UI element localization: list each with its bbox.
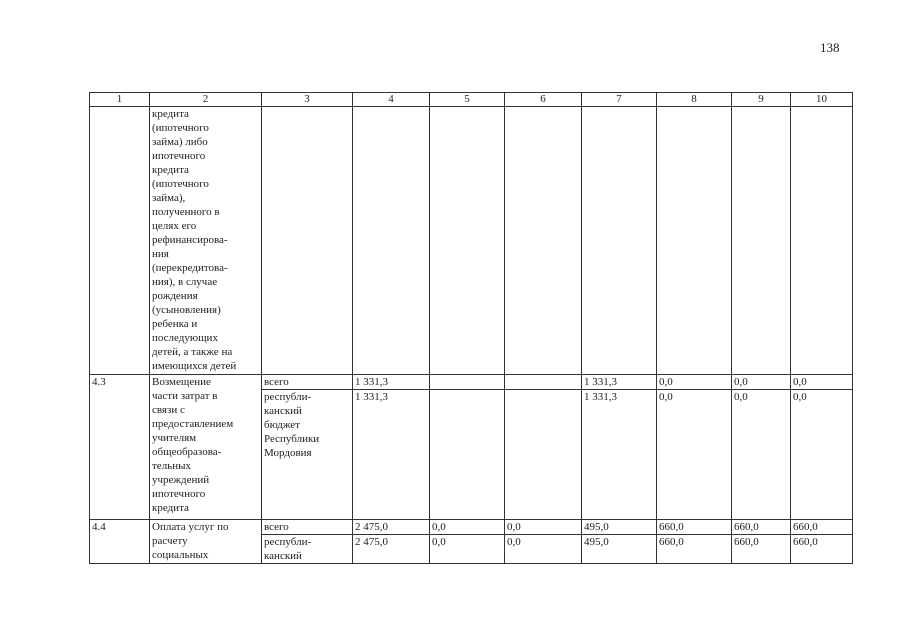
value-cell: 0,0 <box>505 535 582 564</box>
value-cell: 0,0 <box>657 390 732 520</box>
value-cell: 1 331,3 <box>353 375 430 390</box>
col-header-6: 6 <box>505 93 582 107</box>
source-label: республи- канский <box>262 535 353 564</box>
value-cell: 1 331,3 <box>582 375 657 390</box>
value-cell: 495,0 <box>582 535 657 564</box>
table-row <box>90 375 853 390</box>
value-cell: 0,0 <box>430 535 505 564</box>
value-cell <box>505 390 582 520</box>
source-label: всего <box>262 375 353 390</box>
value-cell: 495,0 <box>582 520 657 535</box>
value-cell: 1 331,3 <box>353 390 430 520</box>
measure-name-cell: Возмещение части затрат в связи с предоставлением учителям общеобразова- тельных учреждений ипотечного кредита <box>150 375 262 520</box>
program-table <box>89 92 853 564</box>
col-header-1: 1 <box>90 93 150 107</box>
value-cell: 660,0 <box>732 535 791 564</box>
measure-name-cell: кредита (ипотечного займа) либо ипотечного кредита (ипотечного займа), полученного в целях его рефинансирова- ния (перекредитова- ния), в случае рождения (усыновления) ребенка и последующих детей, а также на имеющихся детей <box>150 107 262 375</box>
value-cell <box>430 390 505 520</box>
col-header-5: 5 <box>430 93 505 107</box>
col-header-8: 8 <box>657 93 732 107</box>
cell-number <box>90 107 150 375</box>
value-cell: 660,0 <box>791 535 853 564</box>
value-cell: 2 475,0 <box>353 520 430 535</box>
col-header-9: 9 <box>732 93 791 107</box>
source-label: всего <box>262 520 353 535</box>
value-cell: 0,0 <box>791 390 853 520</box>
cell <box>353 107 430 375</box>
cell <box>791 107 853 375</box>
cell <box>582 107 657 375</box>
value-cell <box>430 375 505 390</box>
table-row <box>90 520 853 535</box>
value-cell: 0,0 <box>791 375 853 390</box>
value-cell: 0,0 <box>732 390 791 520</box>
cell <box>732 107 791 375</box>
table-row <box>90 107 853 375</box>
value-cell: 0,0 <box>430 520 505 535</box>
col-header-7: 7 <box>582 93 657 107</box>
col-header-3: 3 <box>262 93 353 107</box>
col-header-2: 2 <box>150 93 262 107</box>
value-cell: 0,0 <box>732 375 791 390</box>
cell <box>657 107 732 375</box>
column-numbers-row <box>90 93 853 107</box>
source-label: республи- канский бюджет Республики Мордовия <box>262 390 353 520</box>
value-cell: 0,0 <box>657 375 732 390</box>
cell <box>505 107 582 375</box>
value-cell <box>505 375 582 390</box>
item-number: 4.3 <box>90 375 150 520</box>
value-cell: 660,0 <box>791 520 853 535</box>
col-header-4: 4 <box>353 93 430 107</box>
value-cell: 660,0 <box>657 535 732 564</box>
value-cell: 0,0 <box>505 520 582 535</box>
value-cell: 660,0 <box>657 520 732 535</box>
page-number: 138 <box>820 40 840 55</box>
measure-name-cell: Оплата услуг по расчету социальных <box>150 520 262 564</box>
value-cell: 1 331,3 <box>582 390 657 520</box>
cell <box>262 107 353 375</box>
col-header-10: 10 <box>791 93 853 107</box>
cell <box>430 107 505 375</box>
value-cell: 660,0 <box>732 520 791 535</box>
item-number: 4.4 <box>90 520 150 564</box>
value-cell: 2 475,0 <box>353 535 430 564</box>
